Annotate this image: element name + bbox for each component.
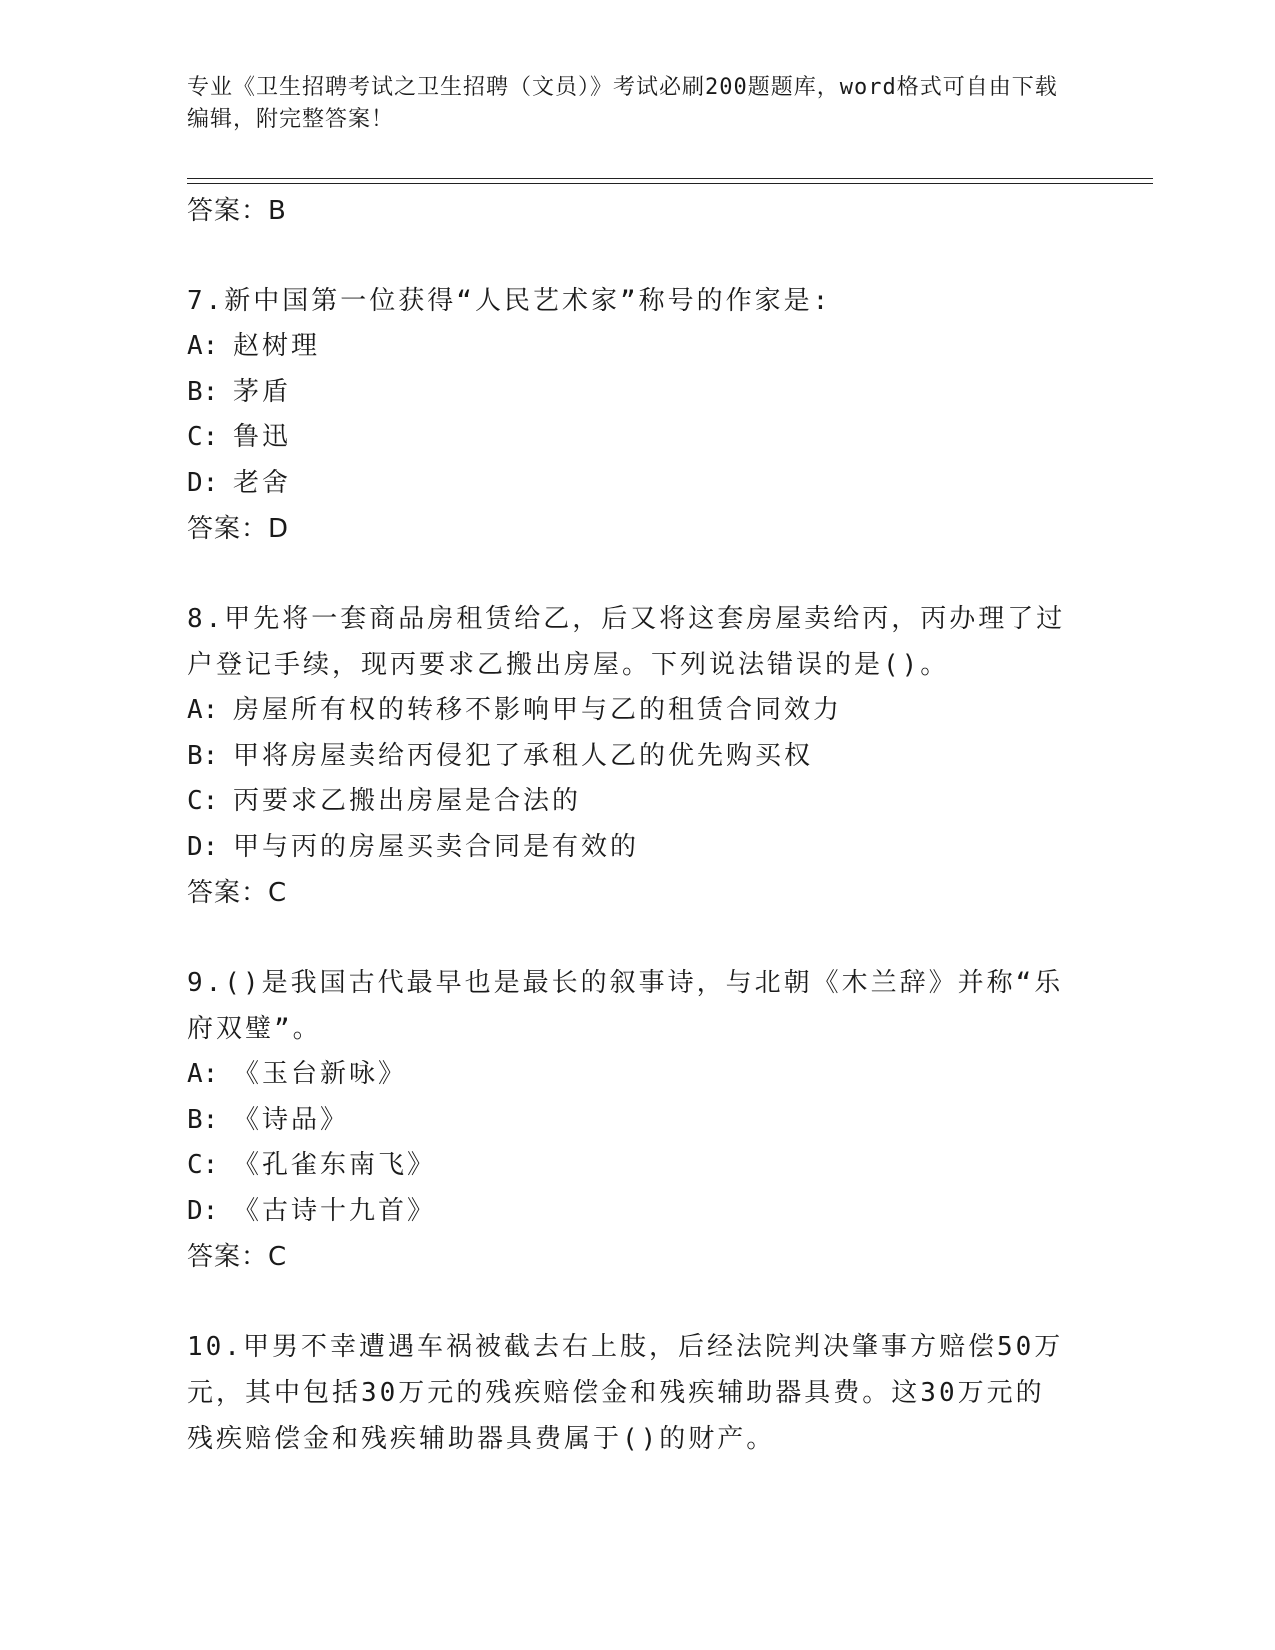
option-a xyxy=(187,1052,1067,1098)
question-stem: 10.甲男不幸遭遇车祸被截去右上肢，后经法院判决肇事方赔偿50万元，其中包括30万元的残疾赔偿金和残疾辅助器具费。这30万元的残疾赔偿金和残疾辅助器具费属于()的财产。 xyxy=(187,1332,1064,1454)
header-rule-top xyxy=(187,178,1153,179)
question-stem: 9.()是我国古代最早也是最长的叙事诗，与北朝《木兰辞》并称“乐府双璧”。 xyxy=(187,968,1064,1044)
header-rule-bottom xyxy=(187,183,1153,184)
option-key: B: xyxy=(187,376,219,407)
option-c xyxy=(187,1143,1067,1189)
option-key: D: xyxy=(187,467,219,498)
option-a xyxy=(187,688,1067,734)
option-a xyxy=(187,324,1067,370)
option-c xyxy=(187,779,1067,825)
question-7 xyxy=(187,278,1067,552)
option-key: B: xyxy=(187,740,219,771)
option-key: C: xyxy=(187,1150,219,1180)
option-text: 丙要求乙搬出房屋是合法的 xyxy=(233,786,582,816)
question-stem: 7.新中国第一位获得“人民艺术家”称号的作家是: xyxy=(187,286,832,316)
option-key: B: xyxy=(187,1104,219,1135)
option-text: 《诗品》 xyxy=(233,1104,350,1135)
question-10 xyxy=(187,1324,1067,1462)
option-text: 甲将房屋卖给丙侵犯了承租人乙的优先购买权 xyxy=(233,740,814,771)
option-text: 《孔雀东南飞》 xyxy=(233,1150,437,1180)
option-b xyxy=(187,1098,1067,1144)
option-text: 老舍 xyxy=(233,467,292,498)
option-text: 房屋所有权的转移不影响甲与乙的租赁合同效力 xyxy=(233,695,843,725)
question-stem: 8.甲先将一套商品房租赁给乙，后又将这套房屋卖给丙，丙办理了过户登记手续，现丙要求乙搬出房屋。下列说法错误的是()。 xyxy=(187,604,1066,680)
answer-line: 答案：C xyxy=(187,1242,288,1272)
answer-line: 答案：D xyxy=(187,514,290,544)
option-b xyxy=(187,370,1067,416)
option-key: C: xyxy=(187,786,219,816)
document-header: 专业《卫生招聘考试之卫生招聘（文员）》考试必刷200题题库，word格式可自由下载编辑，附完整答案！ xyxy=(187,75,1058,132)
option-text: 赵树理 xyxy=(233,331,321,361)
option-key: C: xyxy=(187,422,219,452)
option-d xyxy=(187,461,1067,507)
option-text: 茅盾 xyxy=(233,376,292,407)
option-d xyxy=(187,825,1067,871)
option-key: D: xyxy=(187,831,219,862)
question-8 xyxy=(187,596,1067,916)
question-9 xyxy=(187,960,1067,1280)
option-d xyxy=(187,1189,1067,1235)
option-c xyxy=(187,415,1067,461)
option-key: A: xyxy=(187,331,219,361)
question-list xyxy=(187,188,1067,1462)
answer-line: 答案：C xyxy=(187,878,288,908)
answer-line: 答案：B xyxy=(187,196,287,226)
option-key: A: xyxy=(187,1059,219,1089)
option-text: 鲁迅 xyxy=(233,422,292,452)
option-key: A: xyxy=(187,695,219,725)
option-text: 《古诗十九首》 xyxy=(233,1195,437,1226)
option-b xyxy=(187,734,1067,780)
option-text: 《玉台新咏》 xyxy=(233,1059,408,1089)
option-key: D: xyxy=(187,1195,219,1226)
option-text: 甲与丙的房屋买卖合同是有效的 xyxy=(233,831,640,862)
